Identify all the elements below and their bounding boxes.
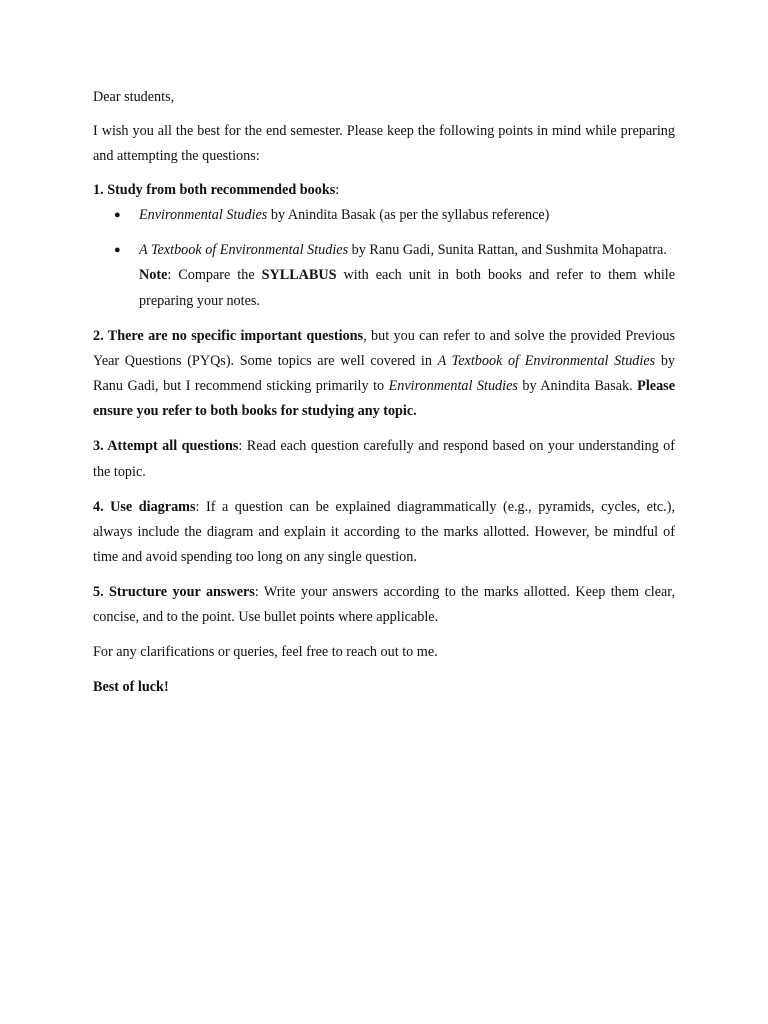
bullet-icon: ● bbox=[114, 209, 121, 222]
point-1-heading: 1. Study from both recommended books bbox=[93, 182, 336, 198]
list-item-book-1 bbox=[93, 203, 675, 228]
point-2-paragraph bbox=[93, 324, 675, 425]
point-2-emphasis: Please ensure you refer to both books for studying any topic. bbox=[93, 378, 675, 420]
greeting: Dear students, bbox=[93, 89, 175, 105]
note-syllabus: SYLLABUS bbox=[261, 267, 337, 284]
point-5-paragraph bbox=[93, 580, 675, 630]
point-1-heading-suffix: : bbox=[335, 182, 340, 198]
book-list bbox=[93, 203, 675, 314]
point-2-book-2-title: A Textbook of Environmental Studies bbox=[437, 353, 656, 370]
point-5-text: : Write your answers according to the marks allotted. Keep them clear, concise, and to the point. Use bullet points where applicable. bbox=[93, 584, 675, 626]
point-2-heading: 2. There are no specific important questions bbox=[93, 327, 364, 344]
note-label: Note bbox=[139, 267, 168, 284]
note-text-a: : Compare the bbox=[167, 267, 262, 284]
point-2-text-a: , but you can refer to and solve the provided Previous Year Questions (PYQs). Some topics are well covered in bbox=[93, 327, 675, 370]
book-2-entry bbox=[139, 238, 675, 263]
letter-body bbox=[93, 85, 675, 710]
note-paragraph bbox=[139, 263, 675, 313]
closing-text: Best of luck! bbox=[93, 679, 169, 696]
point-3-text: : Read each question carefully and respond based on your understanding of the topic. bbox=[93, 438, 676, 480]
queries-paragraph: For any clarifications or queries, feel free to reach out to me. bbox=[93, 644, 438, 661]
bullet-icon: ● bbox=[114, 244, 121, 257]
point-3-paragraph bbox=[93, 434, 675, 484]
point-4-heading: 4. Use diagrams bbox=[93, 498, 196, 515]
book-2-details: by Ranu Gadi, Sunita Rattan, and Sushmita Mohapatra. bbox=[348, 242, 667, 259]
point-2-text-b: by Ranu Gadi, but I recommend sticking primarily to bbox=[93, 353, 675, 395]
point-1-heading-line bbox=[93, 178, 675, 203]
point-4-text: : If a question can be explained diagrammatically (e.g., pyramids, cycles, etc.), always include the diagram and explain it according to the marks allotted. However, be mindful of time and avoid spending too long on any single question. bbox=[93, 498, 675, 566]
note-text-b: with each unit in both books and refer to them while preparing your notes. bbox=[139, 267, 675, 309]
list-item-book-2 bbox=[93, 238, 675, 314]
point-2-book-1-title: Environmental Studies bbox=[388, 378, 518, 395]
point-4-paragraph bbox=[93, 495, 675, 571]
point-5-heading: 5. Structure your answers bbox=[93, 584, 255, 601]
point-2-text-c: by Anindita Basak. bbox=[517, 378, 638, 395]
book-1-title: Environmental Studies bbox=[139, 207, 268, 224]
intro-paragraph: I wish you all the best for the end semester. Please keep the following points in mind while preparing and attempting the questions: bbox=[93, 123, 675, 165]
book-1-details: by Anindita Basak (as per the syllabus reference) bbox=[267, 207, 550, 224]
closing-line bbox=[93, 675, 675, 700]
book-2-title: A Textbook of Environmental Studies bbox=[139, 242, 349, 259]
point-3-heading: 3. Attempt all questions bbox=[93, 438, 239, 455]
